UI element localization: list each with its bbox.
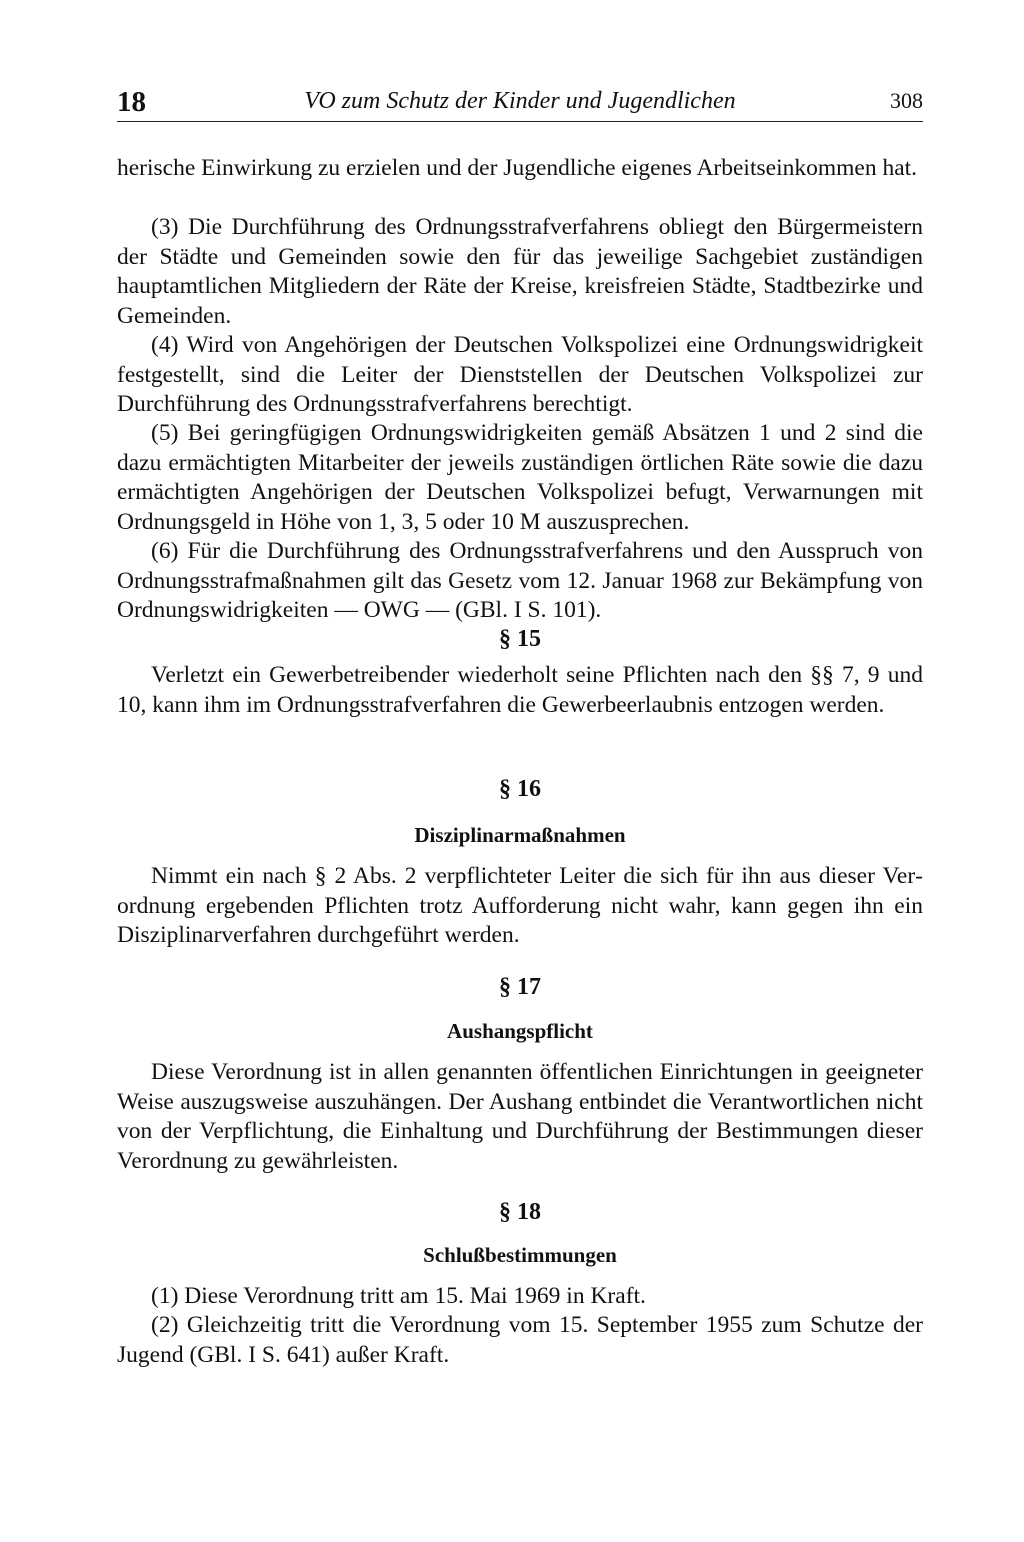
page-number: 308 [890, 88, 923, 113]
section-number: 18 [117, 86, 146, 118]
paragraph-18-1: (1) Diese Verordnung tritt am 15. Mai 1969 in Kraft. [151, 1283, 646, 1309]
paragraph-15: Verletzt ein Gewerbetreibender wiederholt seine Pflichten nach den §§ 7, 9 und 10, kann ihm im Ordnungsstrafverfahren die Gewerbeerlaubnis entzogen werden. [117, 662, 923, 718]
paragraph-18-2: (2) Gleichzeitig tritt die Verordnung vom 15. September 1955 zum Schutze der Jugend (GBl. I S. 641) außer Kraft. [117, 1312, 923, 1368]
heading-section-15: § 15 [499, 626, 541, 652]
subheading-disziplinarmassnahmen: Disziplinarmaßnahmen [414, 823, 626, 847]
paragraph-continuation: herische Einwirkung zu erzielen und der Jugendliche eigenes Arbeitseinkommen hat. [117, 155, 918, 181]
paragraph-14-3: (3) Die Durchführung des Ordnungsstrafverfahrens obliegt den Bürgermeistern der Städte und Gemeinden sowie den für das jeweilige Sachgebiet zuständigen hauptamtlichen Mitgliedern der Räte der Kreise, kreisfreien Städte, Stadtbezirke und Gemeinden. [117, 214, 923, 329]
paragraph-14-6: (6) Für die Durchführung des Ordnungsstrafverfahrens und den Ausspruch von Ordnungsstrafmaßnahmen gilt das Gesetz vom 12. Januar 1968 zur Bekämpfung von Ordnungswidrigkeiten — OWG — (GBl. I S. 101). [117, 538, 923, 623]
header-rule [117, 121, 923, 122]
heading-section-16: § 16 [499, 776, 541, 802]
heading-section-17: § 17 [499, 974, 541, 1000]
paragraph-17: Diese Verordnung ist in allen genannten öffentlichen Einrichtungen in geeigneter Weise auszugsweise auszuhängen. Der Aushang entbindet die Verantwortlichen nicht von der Verpflichtung, die Einhaltung und Durchführung der Bestimmungen dieser Verordnung zu gewährleisten. [117, 1059, 923, 1174]
running-title: VO zum Schutz der Kinder und Jugendlichen [304, 88, 736, 114]
paragraph-16: Nimmt ein nach § 2 Abs. 2 verpflichteter Leiter die sich für ihn aus dieser Verordnung ergebenden Pflichten trotz Aufforderung nicht wahr, kann gegen ihn ein Disziplinarverfahren durchgeführt werden. [117, 863, 923, 948]
paragraph-14-4: (4) Wird von Angehörigen der Deutschen Volkspolizei eine Ordnungswidrigkeit festgestellt, sind die Leiter der Dienststellen der Deutschen Volkspolizei zur Durchführung des Ordnungsstrafverfahrens berechtigt. [117, 332, 923, 417]
heading-section-18: § 18 [499, 1199, 541, 1225]
subheading-schlussbestimmungen: Schlußbestimmungen [423, 1243, 617, 1267]
subheading-aushangspflicht: Aushangspflicht [447, 1019, 593, 1043]
page-header [117, 80, 923, 120]
paragraph-14-5: (5) Bei geringfügigen Ordnungswidrigkeiten gemäß Absätzen 1 und 2 sind die dazu ermächtigten Mitarbeiter der jeweils zuständigen örtlichen Räte sowie die dazu ermächtigten Angehörigen der Deutschen Volkspolizei befugt, Verwarnungen mit Ordnungsgeld in Höhe von 1, 3, 5 oder 10 M auszusprechen. [117, 420, 923, 535]
